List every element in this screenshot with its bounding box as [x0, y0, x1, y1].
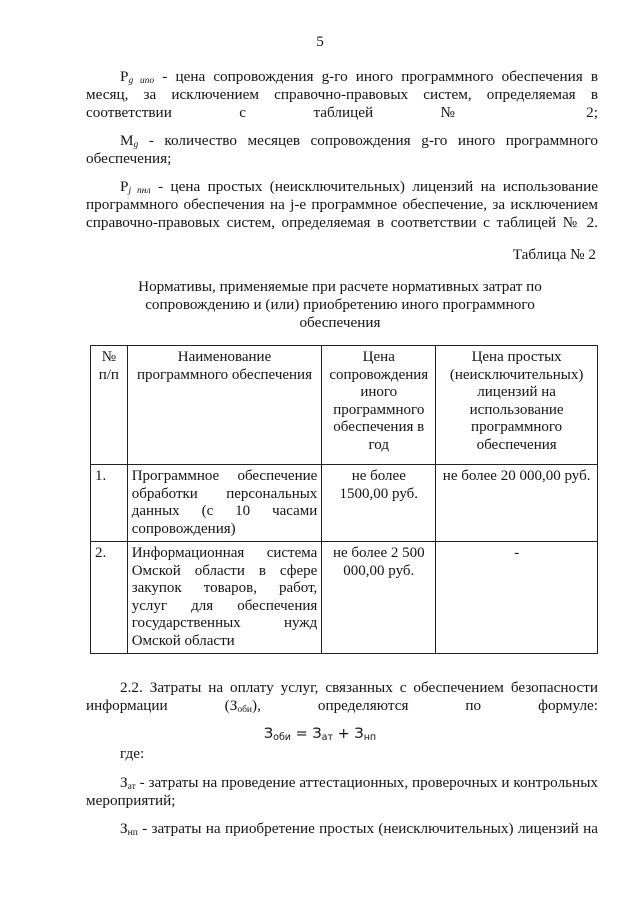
- header-software-name: Наименование программного обеспечения: [127, 346, 322, 465]
- table-header-row: [91, 346, 598, 465]
- header-support-price: Цена сопровождения иного программного обеспечения в год: [322, 346, 436, 465]
- section-2-2-paragraph: [86, 679, 598, 715]
- definition-m-g: [86, 132, 598, 168]
- symbol-subscript: нп: [127, 828, 138, 838]
- section-subscript: оби: [237, 704, 253, 715]
- norms-table: [90, 345, 598, 654]
- section-text: 2.2. Затраты на оплату услуг, связанных с обеспечением безопасности информации (З: [86, 679, 598, 714]
- formula-lhs-subscript: оби: [273, 732, 291, 743]
- row-support-price: не более 1500,00 руб.: [322, 465, 436, 542]
- definition-text: - количество месяцев сопровождения g-го иного программного обеспечения;: [86, 132, 598, 167]
- section-text-end: ), определяются по формуле:: [252, 696, 598, 714]
- row-software-name: Программное обеспечение обработки персональных данных (с 10 часами сопровождения): [127, 465, 322, 542]
- symbol-subscript: g: [133, 140, 139, 150]
- table-row: [91, 542, 598, 654]
- symbol: P: [120, 178, 129, 195]
- formula-equals: =: [291, 726, 313, 742]
- table-title: Нормативы, применяемые при расчете нормативных затрат по сопровождению и (или) приобретению иного программного обеспечения: [138, 278, 542, 332]
- row-number: 2.: [91, 542, 128, 654]
- formula-term-1: З: [312, 726, 322, 742]
- row-software-name: Информационная система Омской области в сфере закупок товаров, работ, услуг для обеспечения государственных нужд Омской области: [127, 542, 322, 654]
- formula-plus: +: [333, 726, 355, 742]
- symbol: M: [120, 132, 134, 149]
- definition-z-np: [86, 820, 598, 838]
- row-license-price: не более 20 000,00 руб.: [436, 465, 598, 542]
- header-license-price: Цена простых (неисключительных) лицензий на использование программного обеспечения: [436, 346, 598, 465]
- header-number: № п/п: [91, 346, 128, 465]
- formula-term-2-subscript: нп: [363, 732, 377, 743]
- symbol: З: [120, 820, 128, 837]
- symbol: P: [120, 68, 129, 85]
- symbol-subscript: ат: [127, 782, 136, 792]
- table-row: [91, 465, 598, 542]
- row-support-price: не более 2 500 000,00 руб.: [322, 542, 436, 654]
- definition-p-g-ipo: [86, 68, 598, 122]
- symbol-subscript: g ипо: [128, 76, 155, 86]
- row-license-price: -: [436, 542, 598, 654]
- definition-text: - затраты на проведение аттестационных, проверочных и контрольных мероприятий;: [86, 774, 598, 809]
- symbol-subscript: j пнл: [128, 186, 151, 196]
- definition-text: - затраты на приобретение простых (неисключительных) лицензий на: [137, 820, 598, 837]
- definition-text: - цена простых (неисключительных) лицензий на использование программного обеспечения на j-е программное обеспечение, за исключением справочно-правовых систем, определяемая в соответствии с таблицей № 2.: [86, 178, 599, 231]
- definition-p-j-pnl: [86, 178, 598, 232]
- where-label: где:: [120, 745, 145, 762]
- formula-term-1-subscript: ат: [321, 732, 334, 743]
- definition-z-at: [86, 774, 598, 810]
- definition-text: - цена сопровождения g-го иного программного обеспечения в месяц, за исключением справочно-правовых систем, определяемая в соответствии с таблицей № 2;: [86, 68, 598, 121]
- formula: [0, 726, 640, 743]
- formula-term-2: З: [354, 726, 364, 742]
- symbol: З: [120, 774, 128, 791]
- table-label: Таблица № 2: [512, 246, 596, 263]
- page-number: 5: [316, 33, 324, 50]
- formula-lhs: З: [263, 726, 274, 742]
- row-number: 1.: [91, 465, 128, 542]
